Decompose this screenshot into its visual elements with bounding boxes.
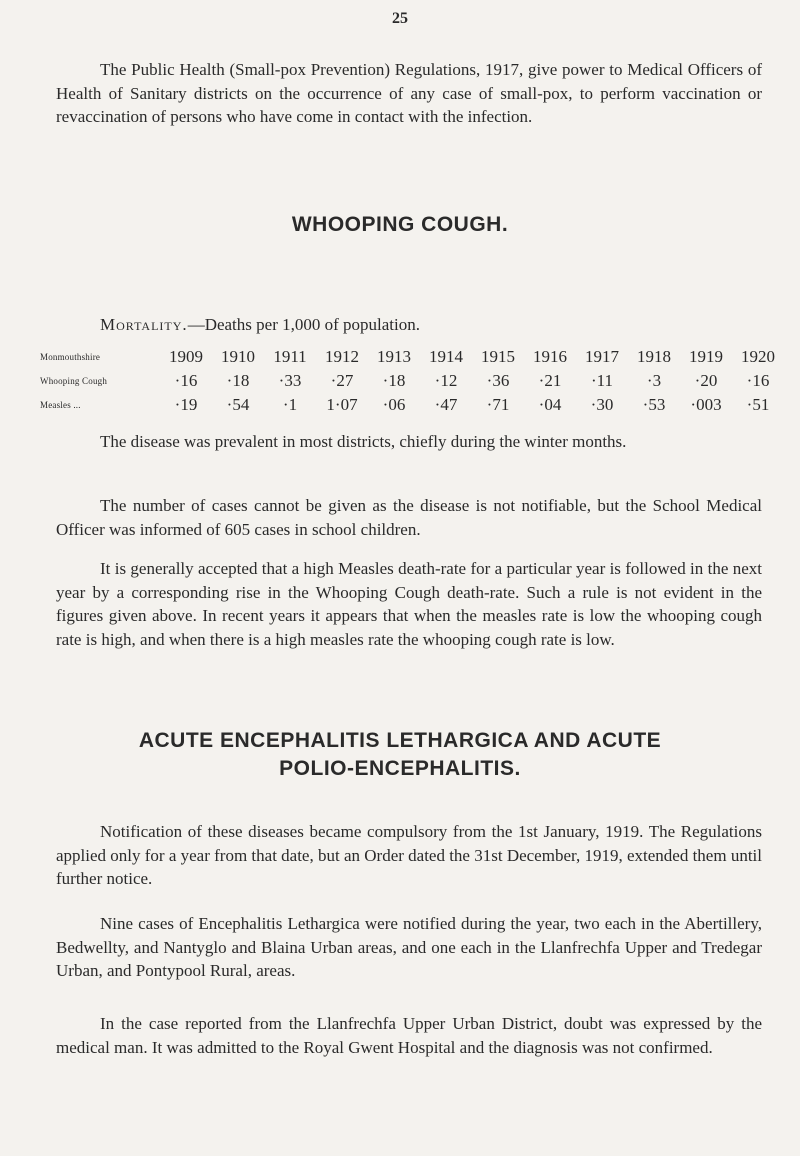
table-cell: ·27 — [330, 371, 354, 390]
prevalence-paragraph: The disease was prevalent in most districts, chiefly during the winter months. — [100, 432, 627, 451]
whooping-cough-heading: WHOOPING COUGH. — [291, 213, 509, 236]
intro-paragraph: The Public Health (Small-pox Prevention) Regulations, 1917, give power to Medical Officers of Health of Sanitary districts on the occurrence of any case of small-pox, to perform vaccination or revaccination of persons who have come in contact with the infection. — [56, 60, 762, 126]
table-cell: ·11 — [590, 371, 614, 390]
table-row — [40, 369, 784, 393]
mortality-label: Mortality. — [100, 315, 188, 334]
table-cell: ·18 — [226, 371, 250, 390]
table-cell: ·18 — [382, 371, 406, 390]
table-cell: ·36 — [486, 371, 510, 390]
row-label: Measles ... — [40, 400, 81, 410]
measles-relation-paragraph: It is generally accepted that a high Measles death-rate for a particular year is followed in the next year by a corresponding rise in the Whooping Cough death-rate. Such a rule is not evident in the figures given above. In recent years it appears that when the measles rate is low the whooping cough rate is high, and when there is a high measles rate the whooping cough rate is low. — [56, 559, 762, 649]
cases-paragraph: The number of cases cannot be given as the disease is not notifiable, but the School Medical Officer was informed of 605 cases in school children. — [56, 496, 762, 539]
table-cell: ·12 — [434, 371, 458, 390]
table-row — [40, 393, 784, 417]
table-cell: ·1 — [282, 395, 298, 414]
table-header-label: Monmouthshire — [40, 352, 101, 362]
table-cell: ·30 — [590, 395, 614, 414]
table-cell: ·003 — [690, 395, 722, 414]
year-cell: 1911 — [273, 347, 307, 366]
table-cell: ·51 — [746, 395, 770, 414]
table-cell: ·21 — [538, 371, 562, 390]
row-label: Whooping Cough — [40, 376, 108, 386]
year-cell: 1918 — [637, 347, 671, 366]
cases-notified-paragraph: Nine cases of Encephalitis Lethargica were notified during the year, two each in the Abertillery, Bedwellty, and Nantyglo and Blaina Urban areas, and one each in the Llanfrechfa Upper and Tredegar Urban, and Pontypool Rural, areas. — [56, 914, 762, 980]
table-cell: ·47 — [434, 395, 458, 414]
year-cell: 1916 — [533, 347, 567, 366]
year-cell: 1915 — [481, 347, 515, 366]
mortality-table — [40, 345, 784, 417]
year-cell: 1914 — [429, 347, 463, 366]
encephalitis-heading — [0, 727, 800, 783]
table-header-row — [40, 345, 784, 369]
table-cell: ·04 — [538, 395, 562, 414]
table-cell: ·53 — [642, 395, 666, 414]
table-cell: 1·07 — [326, 395, 358, 414]
year-cell: 1919 — [689, 347, 723, 366]
table-cell: ·16 — [746, 371, 770, 390]
mortality-line — [56, 313, 762, 337]
table-cell: ·3 — [646, 371, 662, 390]
table-cell: ·54 — [226, 395, 250, 414]
year-cell: 1912 — [325, 347, 359, 366]
year-cell: 1909 — [169, 347, 203, 366]
table-cell: ·06 — [382, 395, 406, 414]
year-cell: 1920 — [741, 347, 775, 366]
year-cell: 1910 — [221, 347, 255, 366]
encephalitis-heading-line-1: ACUTE ENCEPHALITIS LETHARGICA AND ACUTE — [138, 729, 662, 752]
mortality-text: —Deaths per 1,000 of population. — [187, 315, 420, 334]
table-cell: ·20 — [694, 371, 718, 390]
year-cell: 1913 — [377, 347, 411, 366]
table-cell: ·16 — [174, 371, 198, 390]
year-cell: 1917 — [585, 347, 619, 366]
table-cell: ·19 — [174, 395, 198, 414]
encephalitis-heading-line-2: POLIO-ENCEPHALITIS. — [279, 757, 521, 780]
page-number: 25 — [392, 10, 408, 27]
table-cell: ·71 — [486, 395, 510, 414]
notification-paragraph: Notification of these diseases became compulsory from the 1st January, 1919. The Regulations applied only for a year from that date, but an Order dated the 31st December, 1919, extended them until further notice. — [56, 822, 762, 888]
llanfrechfa-case-paragraph: In the case reported from the Llanfrechfa Upper Urban District, doubt was expressed by the medical man. It was admitted to the Royal Gwent Hospital and the diagnosis was not confirmed. — [56, 1014, 762, 1057]
table-cell: ·33 — [278, 371, 302, 390]
